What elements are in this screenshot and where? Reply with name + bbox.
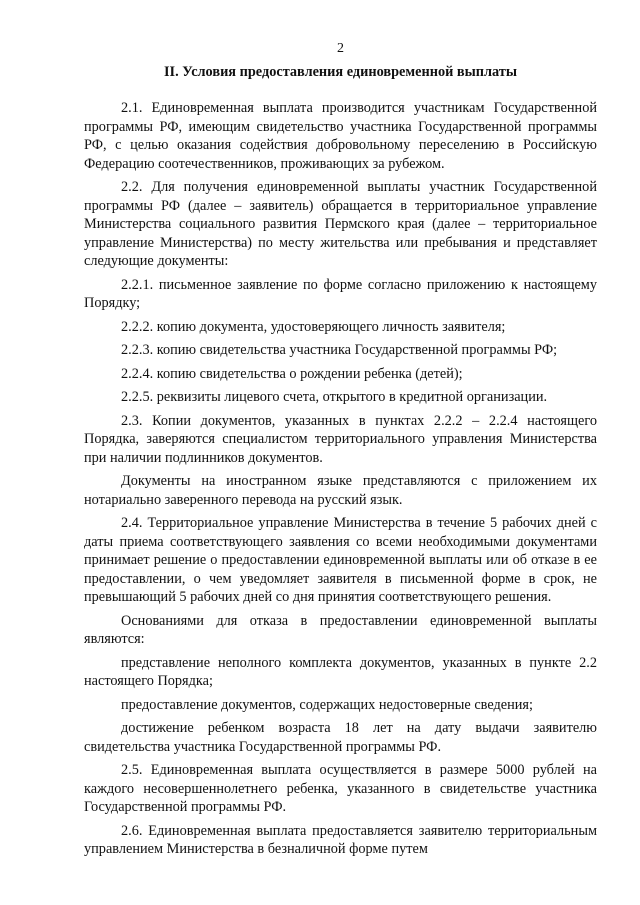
paragraph-refusal-grounds: Основаниями для отказа в предоставлении единовременной выплаты являются: [84,612,597,647]
paragraph-2-2-2: 2.2.2. копию документа, удостоверяющего личность заявителя; [121,318,506,335]
paragraph-2-2-4: 2.2.4. копию свидетельства о рождении ребенка (детей); [121,365,463,382]
section-title: II. Условия предоставления единовременной выплаты [163,64,518,80]
paragraph-2-6: 2.6. Единовременная выплата предоставляется заявителю территориальным управлением Министерства в безналичной форме путем [84,822,597,857]
paragraph-2-5: 2.5. Единовременная выплата осуществляется в размере 5000 рублей на каждого несовершеннолетнего ребенка, указанного в свидетельстве участника Государственной программы РФ. [84,762,597,815]
paragraph-2-2-5: 2.2.5. реквизиты лицевого счета, открытого в кредитной организации. [121,389,548,405]
paragraph-2-4: 2.4. Территориальное управление Министерства в течение 5 рабочих дней с даты приема соответствующего заявления со всеми необходимыми документами принимает решение о предоставлении единовременной выплаты или об отказе в ее предоставлении, о чем уведомляет заявителя в письменной форме в срок, не превышающий 5 рабочих дней со дня принятия соответствующего решения. [84,515,597,605]
paragraph-2-2-3: 2.2.3. копию свидетельства участника Государственной программы РФ; [121,342,558,358]
paragraph-2-3: 2.3. Копии документов, указанных в пунктах 2.2.2 – 2.2.4 настоящего Порядка, заверяются специалистом территориального управления Министерства при наличии подлинников документов. [84,412,597,466]
page-number: 2 [337,41,344,56]
paragraph-refusal-incomplete: представление неполного комплекта документов, указанных в пункте 2.2 настоящего Порядка; [84,654,597,689]
paragraph-2-2: 2.2. Для получения единовременной выплаты участник Государственной программы РФ (далее – заявитель) обращается в территориальное управление Министерства социального развития Пермского края (далее – территориальное управление Министерства) по месту жительства или пребывания и представляет следующие документы: [84,179,597,269]
paragraph-refusal-age: достижение ребенком возраста 18 лет на дату выдачи заявителю свидетельства участника Государственной программы РФ. [84,720,597,755]
paragraph-refusal-false-info: предоставление документов, содержащих недостоверные сведения; [121,696,533,713]
paragraph-2-1: 2.1. Единовременная выплата производится участникам Государственной программы РФ, имеющим свидетельство участника Государственной программы РФ, с целью оказания содействия добровольному переселению в Российскую Федерацию соотечественников, проживающих за рубежом. [84,100,597,172]
paragraph-foreign-documents: Документы на иностранном языке представляются с приложением их нотариально заверенного перевода на русский язык. [84,473,597,508]
paragraph-2-2-1: 2.2.1. письменное заявление по форме согласно приложению к настоящему Порядку; [84,276,597,311]
